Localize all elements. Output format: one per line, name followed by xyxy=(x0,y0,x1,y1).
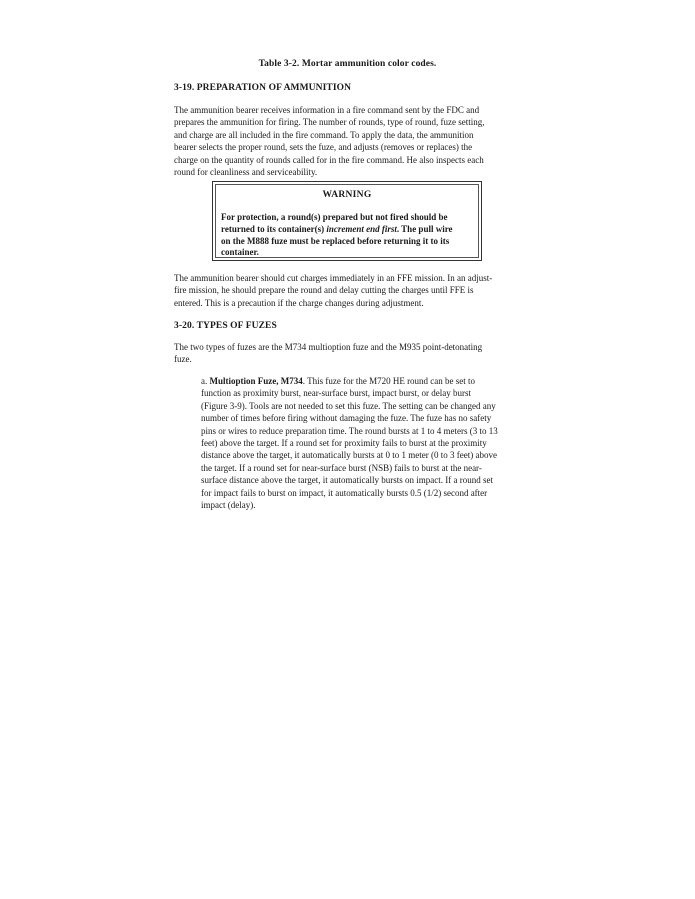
text-line: impact (delay). xyxy=(201,500,256,511)
section-heading-3-20: 3-20. TYPES OF FUZES xyxy=(174,321,277,331)
warning-line: on the M888 fuze must be replaced before returning it to its xyxy=(221,235,450,246)
text-line: charge on the quantity of rounds called for in the fire command. He also inspects each xyxy=(174,154,484,165)
text-line: The ammunition bearer receives information in a fire command sent by the FDC and xyxy=(174,105,480,115)
text-line: entered. This is a precaution if the charge changes during adjustment. xyxy=(174,297,424,308)
text-line: (Figure 3-9). Tools are not needed to set this fuze. The setting can be changed any xyxy=(201,400,496,411)
warning-line: For protection, a round(s) prepared but not fired should be xyxy=(221,212,448,222)
table-caption: Table 3-2. Mortar ammunition color codes. xyxy=(258,59,437,69)
text-line: The ammunition bearer should cut charges immediately in an FFE mission. In an adjust- xyxy=(174,273,493,283)
text-line: number of times before firing without damaging the fuze. The fuze has no safety xyxy=(201,413,492,424)
text-line: surface distance above the target, it automatically bursts on impact. If a round set xyxy=(201,475,493,486)
warning-line-start: returned to its container(s) xyxy=(221,223,327,234)
text-line xyxy=(201,375,526,387)
warning-text xyxy=(221,212,483,259)
text-line: pins or wires to reduce preparation time. The round bursts at 1 to 4 meters (3 to 13 xyxy=(201,425,498,436)
warning-title: WARNING xyxy=(322,190,372,200)
subparagraph-title: Multioption Fuze, M734 xyxy=(209,376,303,386)
text-line: and charge are all included in the fire command. To apply the data, the ammunition xyxy=(174,129,474,140)
warning-line xyxy=(221,224,483,236)
text-line: round for cleanliness and serviceability. xyxy=(174,167,318,178)
warning-italic-phrase: increment end first xyxy=(326,223,397,234)
paragraph-cut-charges xyxy=(174,272,524,309)
text-line: function as proximity burst, near-surface burst, impact burst, or delay burst xyxy=(201,388,471,399)
warning-box xyxy=(212,181,482,261)
paragraph-fuze-types xyxy=(174,341,524,366)
text-line-rest: . This fuze for the M720 HE round can be set to xyxy=(302,376,476,386)
text-line: prepares the ammunition for firing. The number of rounds, type of round, fuze setting, xyxy=(174,117,485,128)
paragraph-preparation xyxy=(174,104,524,178)
text-line: fire mission, he should prepare the round and delay cutting the charges until FFE is xyxy=(174,285,474,296)
text-line: fuze. xyxy=(174,354,192,365)
text-line: distance above the target, it automatically bursts at 0 to 1 meter (0 to 3 feet) above xyxy=(201,450,497,461)
warning-inner-border xyxy=(215,184,479,258)
text-line: for impact fails to burst on impact, it automatically bursts 0.5 (1/2) second after xyxy=(201,487,488,498)
text-line: The two types of fuzes are the M734 multioption fuze and the M935 point-detonating xyxy=(174,342,483,352)
text-line: the target. If a round set for near-surface burst (NSB) fails to burst at the near- xyxy=(201,462,482,473)
subparagraph-letter: a. xyxy=(201,376,210,386)
warning-line-end: . The pull wire xyxy=(396,223,453,234)
text-line: bearer selects the proper round, sets the fuze, and adjusts (removes or replaces) the xyxy=(174,142,473,153)
warning-line: container. xyxy=(221,247,259,258)
paragraph-multioption-fuze xyxy=(201,375,526,511)
section-heading-3-19: 3-19. PREPARATION OF AMMUNITION xyxy=(174,83,352,93)
text-line: feet) above the target. If a round set for proximity fails to burst at the proximity xyxy=(201,438,487,449)
